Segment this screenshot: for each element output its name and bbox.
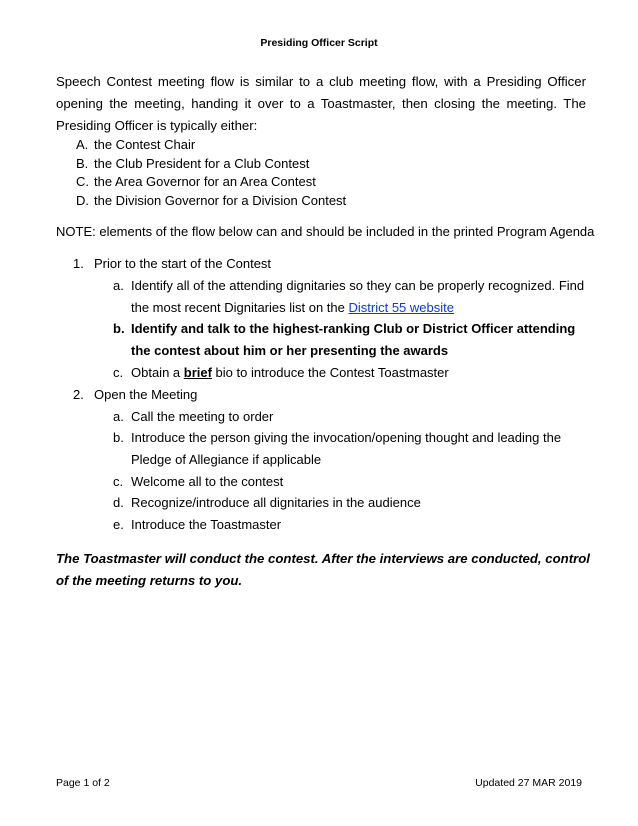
role-item [76, 173, 346, 192]
substep-text: Introduce the person giving the invocation/opening thought and leading the Pledge of Allegiance if applicable [131, 430, 562, 467]
substep-item [56, 427, 591, 470]
flow-steps [56, 253, 591, 536]
role-text: the Contest Chair [94, 137, 196, 152]
substep-label: c. [113, 473, 124, 489]
substep-text-post: bio to introduce the Contest Toastmaster [211, 364, 449, 380]
step-prior-to-start [56, 253, 591, 384]
role-label: C. [76, 174, 89, 189]
updated-date: Updated 27 MAR 2019 [475, 777, 582, 789]
substep-item [56, 275, 591, 318]
substep-text: Identify and talk to the highest-ranking Club or District Officer attending the contest about him or her presenting the awards [131, 321, 576, 359]
emphasis-brief: brief [183, 364, 212, 380]
closing-statement: The Toastmaster will conduct the contest. After the interviews are conducted, control of the meeting returns to you. [56, 551, 590, 588]
role-item [76, 192, 346, 211]
substep-item [56, 471, 591, 493]
intro-paragraph: Speech Contest meeting flow is similar to a club meeting flow, with a Presiding Officer opening the meeting, handing it over to a Toastmaster, then closing the meeting. The Presiding Officer is typically either: [56, 74, 586, 133]
role-label: A. [76, 137, 89, 152]
substep-label: b. [113, 321, 125, 337]
step-number: 2. [73, 386, 84, 402]
substep-text-body: Identify all of the attending dignitaries so they can be properly recognized. Find the most recent Dignitaries list on the [131, 278, 585, 315]
page-number: Page 1 of 2 [56, 777, 110, 789]
role-text: the Area Governor for an Area Contest [94, 174, 316, 189]
substep-text [131, 362, 591, 384]
substep-label: a. [113, 278, 124, 293]
substep-item [56, 362, 591, 384]
substep-item [56, 318, 591, 361]
substep-item [56, 406, 591, 428]
substep-label: c. [113, 364, 124, 380]
substep-label: b. [113, 430, 124, 446]
page-title: Presiding Officer Script [260, 37, 378, 49]
step-number: 1. [73, 256, 84, 271]
role-text: the Club President for a Club Contest [94, 155, 310, 171]
presiding-officer-roles [76, 136, 346, 210]
step-heading [56, 384, 591, 406]
substep-text: Call the meeting to order [131, 408, 274, 424]
substep-item [56, 492, 591, 514]
role-label: B. [76, 155, 89, 171]
substep-text: Recognize/introduce all dignitaries in the audience [131, 495, 421, 511]
substep-text: Welcome all to the contest [131, 473, 284, 489]
role-label: D. [76, 192, 89, 208]
substep-label: d. [113, 495, 124, 511]
role-item [76, 136, 346, 155]
district-55-website-link[interactable]: District 55 website [348, 299, 454, 315]
substep-label: a. [113, 408, 124, 424]
step-title: Open the Meeting [94, 386, 198, 402]
step-heading [56, 253, 591, 275]
substep-label: e. [113, 517, 124, 533]
substep-text: Introduce the Toastmaster [131, 517, 282, 533]
role-item [76, 155, 346, 174]
substep-text-pre: Obtain a [131, 364, 184, 380]
step-title: Prior to the start of the Contest [94, 256, 272, 271]
role-text: the Division Governor for a Division Contest [94, 192, 347, 208]
agenda-note: NOTE: elements of the flow below can and should be included in the printed Program Agenda [56, 224, 595, 239]
substep-item [56, 514, 591, 536]
step-open-meeting [56, 384, 591, 536]
substep-text [131, 275, 591, 318]
